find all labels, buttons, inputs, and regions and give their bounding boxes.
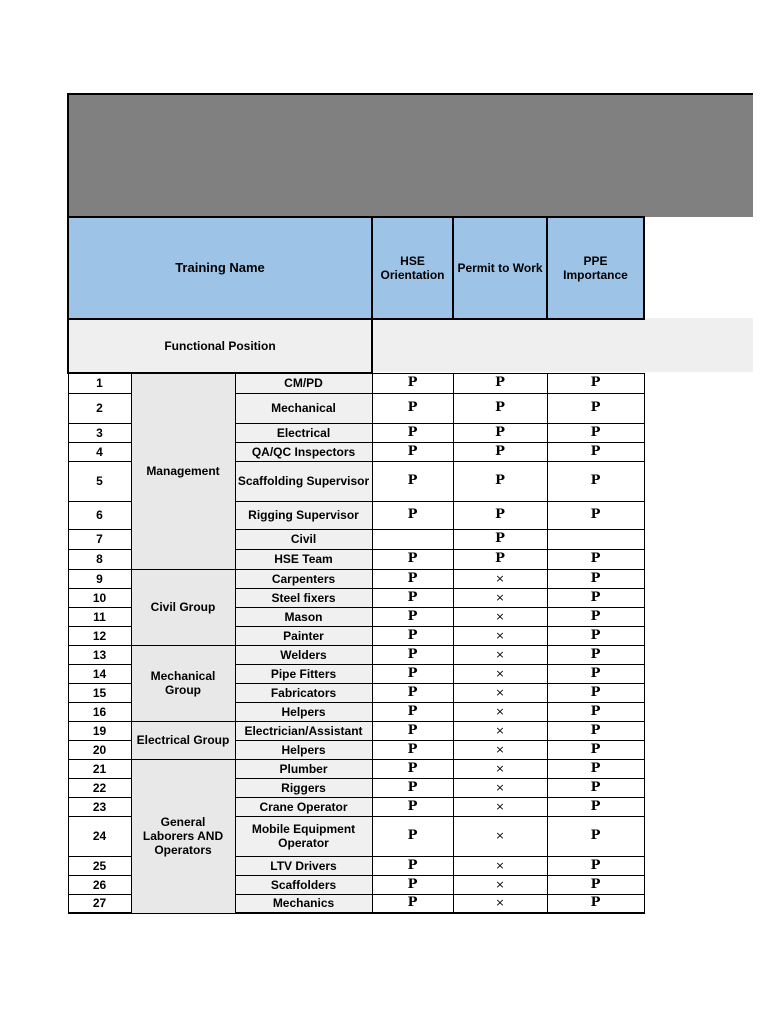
mark-hse-orientation bbox=[372, 529, 453, 549]
mark-permit-to-work: × bbox=[453, 683, 547, 702]
title-banner bbox=[67, 93, 753, 217]
table-row bbox=[68, 759, 644, 778]
mark-permit-to-work: × bbox=[453, 894, 547, 913]
table-row bbox=[68, 645, 644, 664]
row-number: 27 bbox=[68, 894, 131, 913]
mark-permit-to-work: × bbox=[453, 740, 547, 759]
row-number: 13 bbox=[68, 645, 131, 664]
mark-permit-to-work: P bbox=[453, 501, 547, 529]
position-name: Mobile Equipment Operator bbox=[235, 816, 372, 856]
functional-position-header: Functional Position bbox=[68, 319, 372, 373]
mark-permit-to-work: × bbox=[453, 797, 547, 816]
row-number: 10 bbox=[68, 588, 131, 607]
mark-ppe-importance: P bbox=[547, 626, 644, 645]
position-name: Fabricators bbox=[235, 683, 372, 702]
mark-hse-orientation: P bbox=[372, 759, 453, 778]
mark-hse-orientation: P bbox=[372, 894, 453, 913]
position-name: Helpers bbox=[235, 702, 372, 721]
mark-ppe-importance: P bbox=[547, 373, 644, 393]
row-number: 25 bbox=[68, 856, 131, 875]
mark-ppe-importance: P bbox=[547, 607, 644, 626]
row-number: 11 bbox=[68, 607, 131, 626]
row-number: 2 bbox=[68, 393, 131, 423]
group-name: Civil Group bbox=[131, 569, 235, 645]
mark-ppe-importance: P bbox=[547, 740, 644, 759]
mark-ppe-importance: P bbox=[547, 875, 644, 894]
position-name: Carpenters bbox=[235, 569, 372, 588]
position-name: LTV Drivers bbox=[235, 856, 372, 875]
position-name: Painter bbox=[235, 626, 372, 645]
mark-permit-to-work: P bbox=[453, 423, 547, 442]
mark-ppe-importance: P bbox=[547, 442, 644, 461]
training-matrix-table bbox=[67, 216, 645, 914]
mark-ppe-importance: P bbox=[547, 778, 644, 797]
mark-permit-to-work: P bbox=[453, 461, 547, 501]
mark-hse-orientation: P bbox=[372, 607, 453, 626]
mark-permit-to-work: × bbox=[453, 778, 547, 797]
row-number: 1 bbox=[68, 373, 131, 393]
training-name-header: Training Name bbox=[68, 217, 372, 319]
mark-permit-to-work: × bbox=[453, 856, 547, 875]
group-name: Electrical Group bbox=[131, 721, 235, 759]
group-name: General Laborers AND Operators bbox=[131, 759, 235, 913]
position-name: Civil bbox=[235, 529, 372, 549]
mark-hse-orientation: P bbox=[372, 740, 453, 759]
position-name: Mechanics bbox=[235, 894, 372, 913]
mark-ppe-importance: P bbox=[547, 549, 644, 569]
mark-ppe-importance: P bbox=[547, 461, 644, 501]
mark-hse-orientation: P bbox=[372, 797, 453, 816]
row-number: 22 bbox=[68, 778, 131, 797]
mark-ppe-importance: P bbox=[547, 501, 644, 529]
row-number: 12 bbox=[68, 626, 131, 645]
mark-permit-to-work: × bbox=[453, 721, 547, 740]
position-name: Rigging Supervisor bbox=[235, 501, 372, 529]
mark-hse-orientation: P bbox=[372, 702, 453, 721]
mark-permit-to-work: × bbox=[453, 875, 547, 894]
position-name: Scaffolders bbox=[235, 875, 372, 894]
row-number: 21 bbox=[68, 759, 131, 778]
functional-position-blank bbox=[372, 319, 644, 373]
mark-ppe-importance: P bbox=[547, 797, 644, 816]
row-number: 15 bbox=[68, 683, 131, 702]
column-header-hse-orientation: HSE Orientation bbox=[372, 217, 453, 319]
position-name: Crane Operator bbox=[235, 797, 372, 816]
mark-hse-orientation: P bbox=[372, 875, 453, 894]
mark-hse-orientation: P bbox=[372, 664, 453, 683]
mark-hse-orientation: P bbox=[372, 626, 453, 645]
mark-ppe-importance: P bbox=[547, 816, 644, 856]
row-number: 6 bbox=[68, 501, 131, 529]
column-header-permit-to-work: Permit to Work bbox=[453, 217, 547, 319]
mark-ppe-importance: P bbox=[547, 856, 644, 875]
position-name: Electrical bbox=[235, 423, 372, 442]
row-number: 3 bbox=[68, 423, 131, 442]
mark-permit-to-work: × bbox=[453, 816, 547, 856]
mark-permit-to-work: P bbox=[453, 393, 547, 423]
mark-ppe-importance: P bbox=[547, 759, 644, 778]
mark-hse-orientation: P bbox=[372, 588, 453, 607]
position-name: Riggers bbox=[235, 778, 372, 797]
column-header-ppe-importance: PPE Importance bbox=[547, 217, 644, 319]
mark-permit-to-work: P bbox=[453, 549, 547, 569]
mark-hse-orientation: P bbox=[372, 816, 453, 856]
mark-ppe-importance: P bbox=[547, 894, 644, 913]
mark-ppe-importance: P bbox=[547, 721, 644, 740]
row-number: 5 bbox=[68, 461, 131, 501]
position-name: Mason bbox=[235, 607, 372, 626]
mark-permit-to-work: × bbox=[453, 626, 547, 645]
mark-ppe-importance: P bbox=[547, 588, 644, 607]
table-row bbox=[68, 569, 644, 588]
mark-ppe-importance: P bbox=[547, 683, 644, 702]
position-name: Plumber bbox=[235, 759, 372, 778]
mark-ppe-importance: P bbox=[547, 393, 644, 423]
mark-permit-to-work: × bbox=[453, 645, 547, 664]
row-number: 7 bbox=[68, 529, 131, 549]
position-name: Helpers bbox=[235, 740, 372, 759]
mark-ppe-importance: P bbox=[547, 569, 644, 588]
table-row bbox=[68, 721, 644, 740]
mark-permit-to-work: × bbox=[453, 569, 547, 588]
row-number: 24 bbox=[68, 816, 131, 856]
mark-permit-to-work: × bbox=[453, 588, 547, 607]
mark-ppe-importance bbox=[547, 529, 644, 549]
mark-permit-to-work: P bbox=[453, 529, 547, 549]
mark-hse-orientation: P bbox=[372, 721, 453, 740]
mark-hse-orientation: P bbox=[372, 423, 453, 442]
row-number: 19 bbox=[68, 721, 131, 740]
mark-permit-to-work: P bbox=[453, 373, 547, 393]
position-name: Welders bbox=[235, 645, 372, 664]
row-number: 26 bbox=[68, 875, 131, 894]
row-number: 8 bbox=[68, 549, 131, 569]
position-name: Electrician/Assistant bbox=[235, 721, 372, 740]
mark-hse-orientation: P bbox=[372, 461, 453, 501]
mark-hse-orientation: P bbox=[372, 683, 453, 702]
position-name: Scaffolding Supervisor bbox=[235, 461, 372, 501]
position-name: Steel fixers bbox=[235, 588, 372, 607]
row-number: 20 bbox=[68, 740, 131, 759]
mark-permit-to-work: × bbox=[453, 702, 547, 721]
mark-hse-orientation: P bbox=[372, 442, 453, 461]
group-name: Management bbox=[131, 373, 235, 569]
row-number: 16 bbox=[68, 702, 131, 721]
mark-permit-to-work: × bbox=[453, 607, 547, 626]
mark-hse-orientation: P bbox=[372, 393, 453, 423]
mark-ppe-importance: P bbox=[547, 702, 644, 721]
position-name: CM/PD bbox=[235, 373, 372, 393]
mark-ppe-importance: P bbox=[547, 664, 644, 683]
group-name: Mechanical Group bbox=[131, 645, 235, 721]
row-number: 9 bbox=[68, 569, 131, 588]
mark-hse-orientation: P bbox=[372, 373, 453, 393]
mark-permit-to-work: × bbox=[453, 759, 547, 778]
mark-ppe-importance: P bbox=[547, 423, 644, 442]
mark-hse-orientation: P bbox=[372, 856, 453, 875]
table-row bbox=[68, 373, 644, 393]
mark-hse-orientation: P bbox=[372, 645, 453, 664]
row-number: 14 bbox=[68, 664, 131, 683]
mark-hse-orientation: P bbox=[372, 549, 453, 569]
mark-permit-to-work: P bbox=[453, 442, 547, 461]
mark-permit-to-work: × bbox=[453, 664, 547, 683]
row-number: 23 bbox=[68, 797, 131, 816]
row-number: 4 bbox=[68, 442, 131, 461]
mark-hse-orientation: P bbox=[372, 501, 453, 529]
position-name: QA/QC Inspectors bbox=[235, 442, 372, 461]
position-name: Mechanical bbox=[235, 393, 372, 423]
mark-hse-orientation: P bbox=[372, 778, 453, 797]
position-name: Pipe Fitters bbox=[235, 664, 372, 683]
mark-hse-orientation: P bbox=[372, 569, 453, 588]
position-name: HSE Team bbox=[235, 549, 372, 569]
mark-ppe-importance: P bbox=[547, 645, 644, 664]
